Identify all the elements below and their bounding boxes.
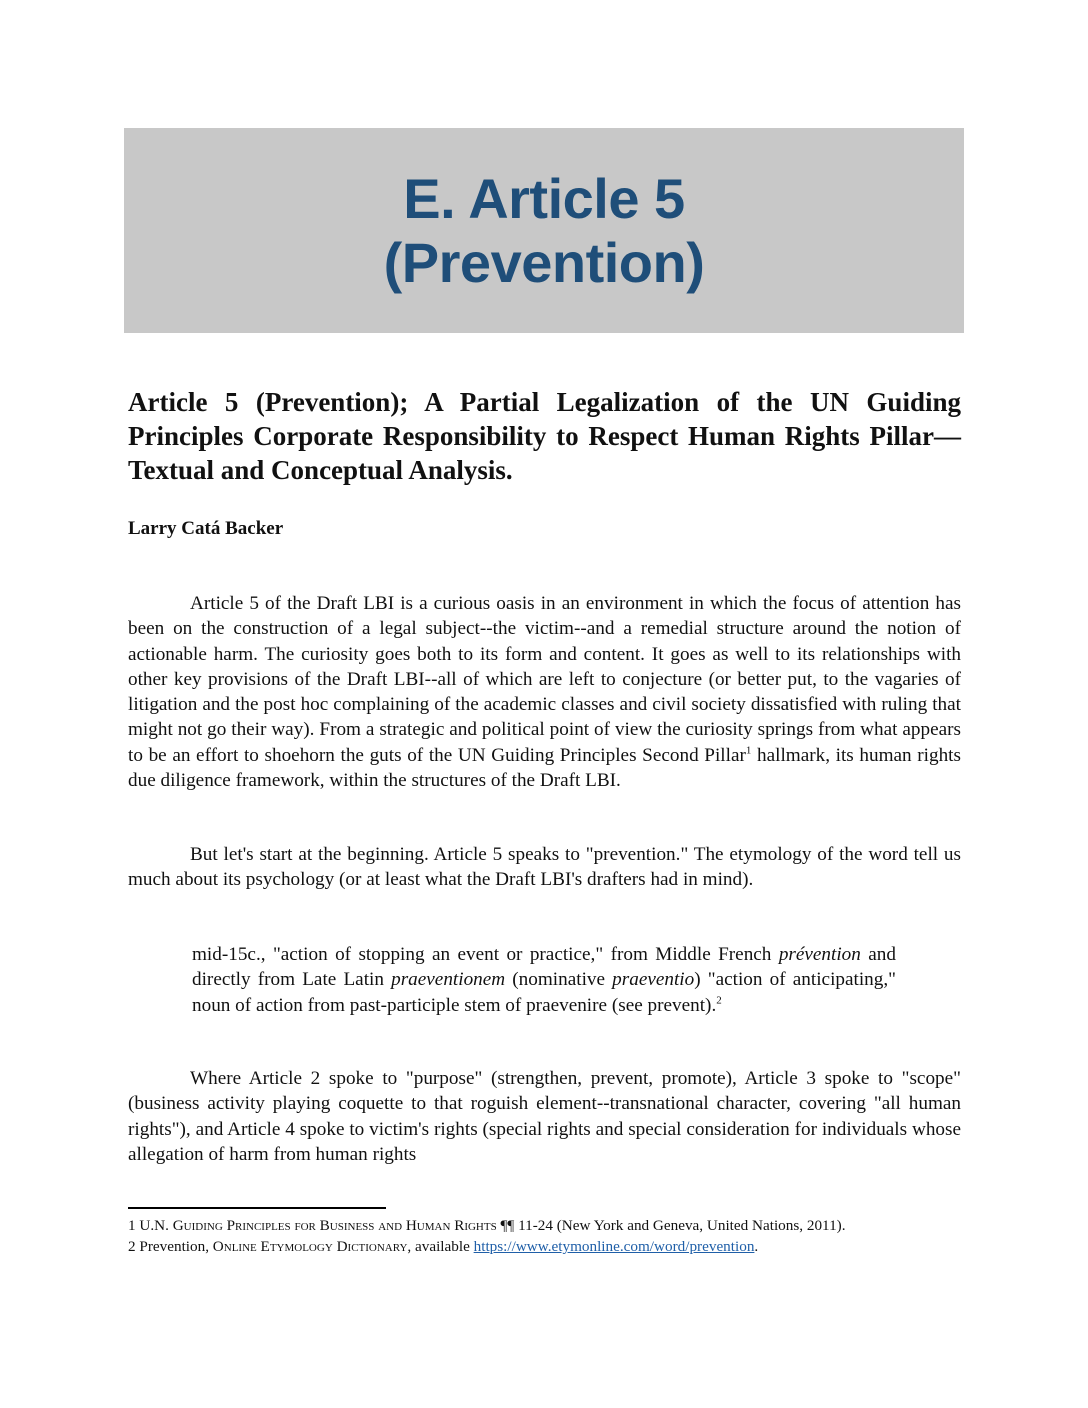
- footnote-number: 2: [128, 1238, 136, 1255]
- footnote-number: 1: [128, 1217, 136, 1234]
- footnote-text: ¶¶ 11-24 (New York and Geneva, United Nations, 2011).: [496, 1217, 846, 1234]
- banner-title-line-1: E. Article 5: [403, 166, 685, 230]
- article-author: Larry Catá Backer: [128, 518, 284, 539]
- footnote-1: [128, 1216, 961, 1236]
- footnote-text: .: [754, 1238, 759, 1255]
- body-paragraph-3: [128, 1066, 961, 1167]
- quote-italic: prévention: [778, 944, 861, 965]
- block-quote: [192, 942, 896, 1018]
- body-paragraph-2: [128, 842, 961, 893]
- footnotes: [128, 1216, 961, 1258]
- paragraph-2-text: But let's start at the beginning. Article 5 speaks to "prevention." The etymology of the word tell us much about its psychology (or at least what the Draft LBI's drafters had in mind).: [128, 844, 961, 891]
- footnote-source-title: Guiding Principles for Business and Human Rights: [172, 1217, 497, 1234]
- footnote-text: U.N.: [139, 1217, 173, 1234]
- body-paragraph-1: [128, 591, 961, 793]
- quote-italic: praeventionem: [391, 969, 506, 991]
- quote-text: mid-15c., "action of stopping an event or practice," from Middle French: [192, 944, 779, 965]
- paragraph-1-tail: hallmark, its human rights due diligence framework, within the structures of the Draft LBI.: [128, 744, 961, 792]
- quote-italic: praeventio: [612, 969, 695, 991]
- section-banner: [124, 128, 964, 333]
- footnote-text: Prevention,: [139, 1238, 213, 1255]
- footnote-ref-1[interactable]: 1: [745, 744, 752, 757]
- quote-text: ) "action of anticipating," noun of action from past-participle stem of praevenire (see prevent).: [192, 969, 896, 1016]
- quote-text: (nominative: [505, 969, 613, 991]
- footnote-2: [128, 1237, 961, 1257]
- paragraph-1-text: Article 5 of the Draft LBI is a curious oasis in an environment in which the focus of attention has been on the construction of a legal subject--the victim--and a remedial structure around the notion of actionable harm. The curiosity goes both to its form and content. It goes as well to its relationships with other key provisions of the Draft LBI--all of which are left to conjecture (or better put, to the vagaries of litigation and the post hoc complaining of the academic classes and civil society dissatisfied with ruling that might not go their way). From a strategic and political point of view the curiosity springs from what appears to be an effort to shoehorn the guts of the UN Guiding Principles Second Pillar: [128, 593, 961, 766]
- article-title: Article 5 (Prevention); A Partial Legalization of the UN Guiding Principles Corporate Responsibility to Respect Human Rights Pillar—Textual and Conceptual Analysis.: [128, 387, 961, 485]
- quote-text: and directly from Late Latin: [192, 944, 896, 991]
- footnote-text: , available: [407, 1238, 474, 1255]
- banner-title-line-2: (Prevention): [383, 230, 705, 294]
- footnote-source-title: Online Etymology Dictionary: [212, 1238, 408, 1255]
- footnote-separator: [128, 1207, 386, 1209]
- etymonline-link[interactable]: https://www.etymonline.com/word/prevention: [473, 1238, 755, 1255]
- paragraph-3-text: Where Article 2 spoke to "purpose" (strengthen, prevent, promote), Article 3 spoke to "scope" (business activity playing coquette to that roguish element--transnational character, covering "all human rights"), and Article 4 spoke to victim's rights (special rights and special consideration for individuals whose allegation of harm from human rights: [128, 1068, 961, 1165]
- footnote-ref-2[interactable]: 2: [716, 994, 722, 1007]
